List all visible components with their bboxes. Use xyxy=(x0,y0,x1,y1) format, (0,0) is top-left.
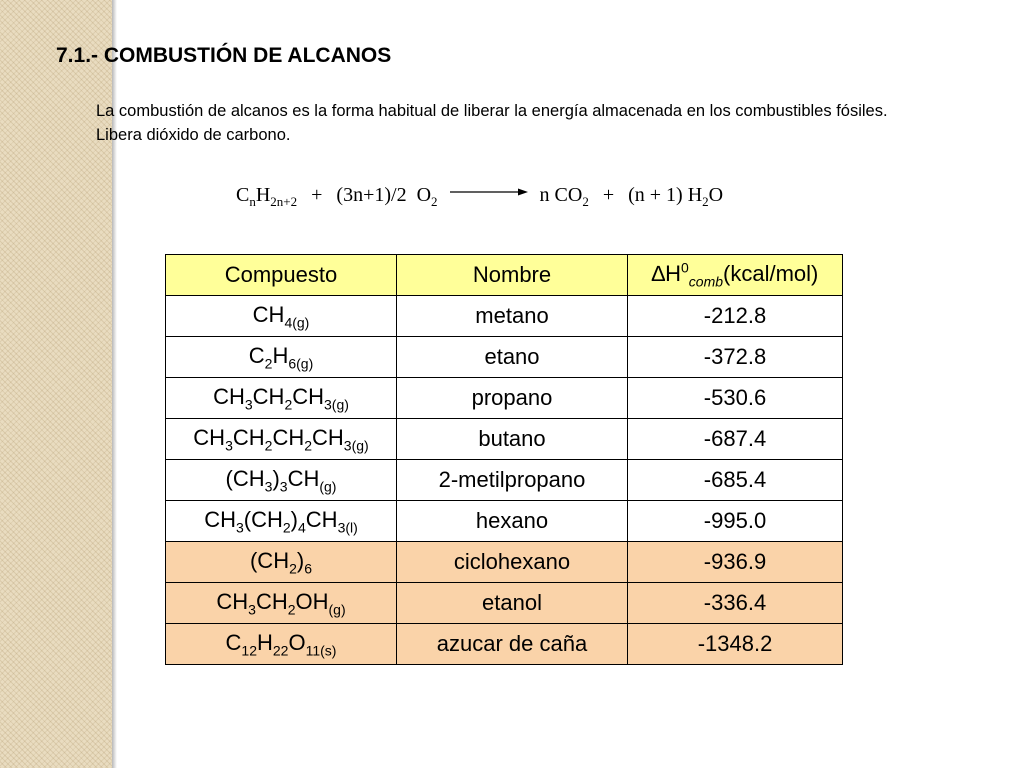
header-compound: Compuesto xyxy=(166,255,397,296)
eq-reactant-oxygen: (3n+1)/2 $O_2$ xyxy=(336,184,438,209)
header-enthalpy: $\Delta H^0_{comb}(kcal/mol)$ xyxy=(628,255,843,296)
table-header-row xyxy=(166,255,843,296)
cell-value: -995.0 xyxy=(628,501,843,542)
cell-value: -212.8 xyxy=(628,296,843,337)
eq-product-water: (n + 1) $H_2O$ xyxy=(628,184,724,209)
cell-formula: $CH_3CH_2OH_{(g)}$ xyxy=(166,583,397,624)
cell-name: hexano xyxy=(397,501,628,542)
cell-name: butano xyxy=(397,419,628,460)
cell-formula: $CH_3CH_2CH_{3(g)}$ xyxy=(166,378,397,419)
intro-paragraph: La combustión de alcanos es la forma habitual de liberar la energía almacenada en los combustibles fósiles. Libera dióxido de carbono. xyxy=(96,102,888,144)
reaction-arrow-icon xyxy=(450,180,528,203)
header-name: Nombre xyxy=(397,255,628,296)
eq-reactant-alkane: $C_nH_{2n+2}$ xyxy=(236,184,298,209)
cell-value: -936.9 xyxy=(628,542,843,583)
eq-product-co2: n $CO_2$ xyxy=(539,184,589,209)
cell-formula: $CH_3CH_2CH_2CH_{3(g)}$ xyxy=(166,419,397,460)
cell-formula: $(CH_3)_3CH_{(g)}$ xyxy=(166,460,397,501)
cell-value: -336.4 xyxy=(628,583,843,624)
table-row-highlighted xyxy=(166,542,843,583)
cell-formula: $C_2H_{6(g)}$ xyxy=(166,337,397,378)
table-row xyxy=(166,501,843,542)
cell-value: -1348.2 xyxy=(628,624,843,665)
cell-value: -530.6 xyxy=(628,378,843,419)
table-row xyxy=(166,337,843,378)
table-row xyxy=(166,378,843,419)
cell-formula: $CH_3(CH_2)_4CH_{3(l)}$ xyxy=(166,501,397,542)
cell-value: -687.4 xyxy=(628,419,843,460)
table-row-highlighted xyxy=(166,624,843,665)
table-row xyxy=(166,460,843,501)
cell-formula: $CH_{4(g)}$ xyxy=(166,296,397,337)
table-row xyxy=(166,419,843,460)
eq-plus-2: + xyxy=(602,184,615,206)
table-row-highlighted xyxy=(166,583,843,624)
cell-name: 2-metilpropano xyxy=(397,460,628,501)
cell-name: azucar de caña xyxy=(397,624,628,665)
cell-formula: $(CH_2)_6$ xyxy=(166,542,397,583)
combustion-equation xyxy=(236,184,723,210)
cell-name: propano xyxy=(397,378,628,419)
slide-title: 7.1.- COMBUSTIÓN DE ALCANOS xyxy=(56,44,392,67)
cell-value: -372.8 xyxy=(628,337,843,378)
eq-plus-1: + xyxy=(311,184,323,206)
combustion-enthalpy-table xyxy=(165,254,843,665)
cell-value: -685.4 xyxy=(628,460,843,501)
cell-name: ciclohexano xyxy=(397,542,628,583)
cell-name: etano xyxy=(397,337,628,378)
table-row xyxy=(166,296,843,337)
cell-name: etanol xyxy=(397,583,628,624)
cell-name: metano xyxy=(397,296,628,337)
cell-formula: $C_{12}H_{22}O_{11(s)}$ xyxy=(166,624,397,665)
